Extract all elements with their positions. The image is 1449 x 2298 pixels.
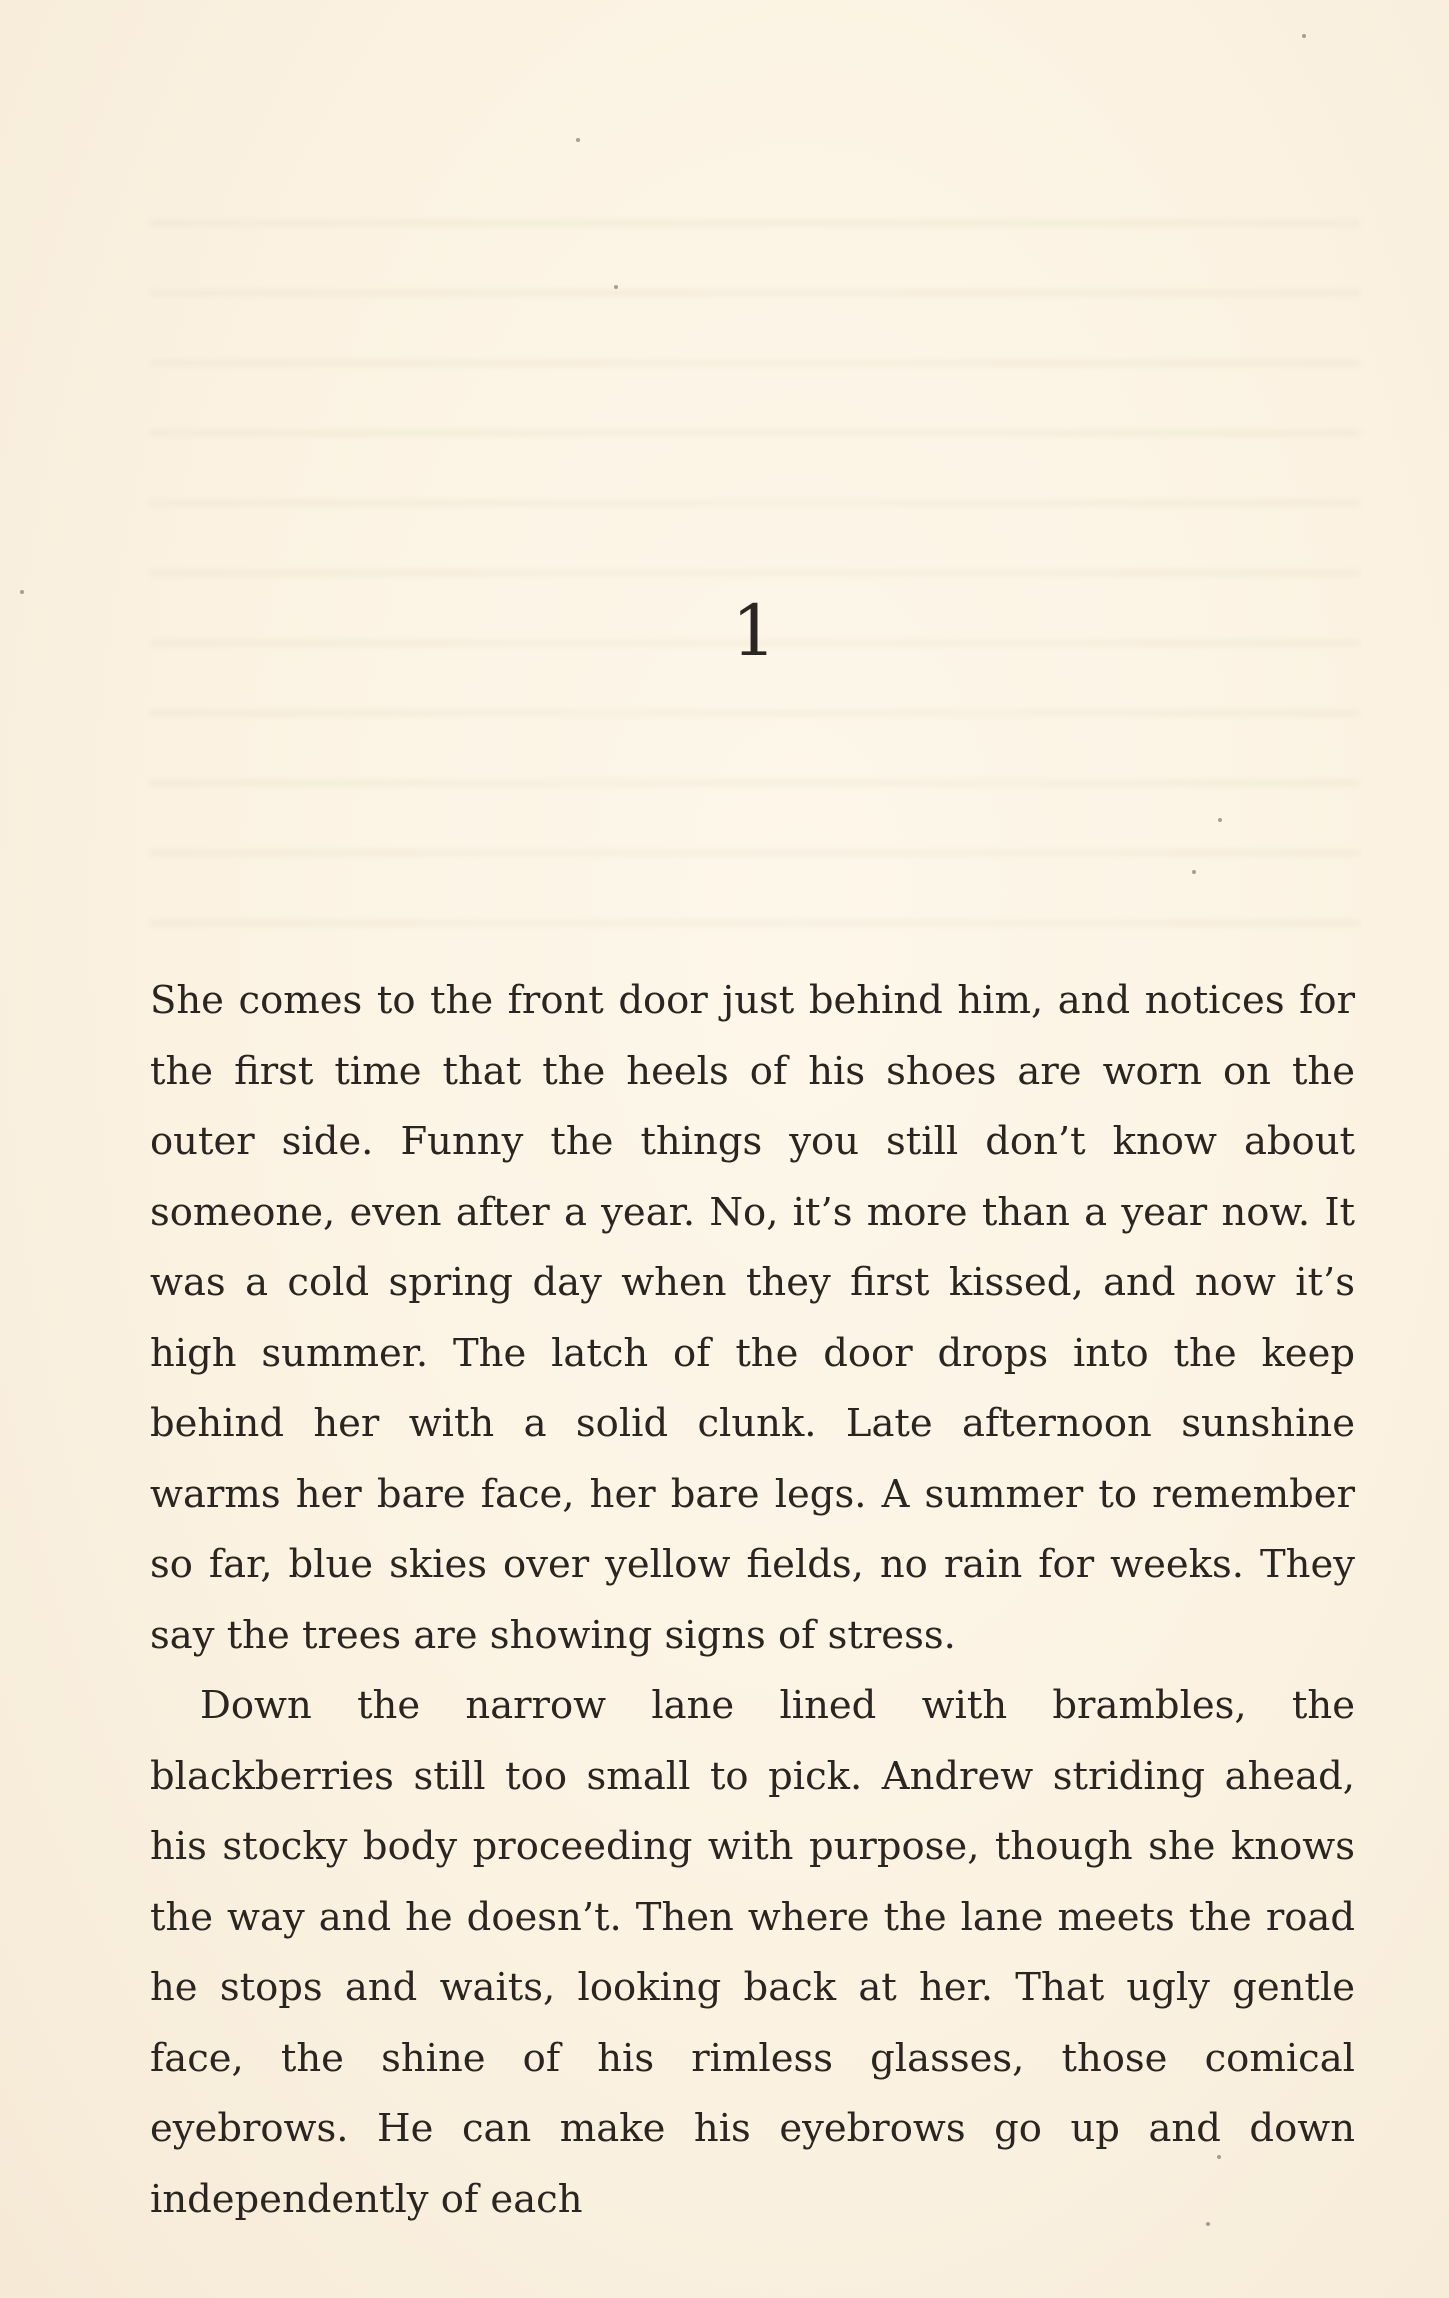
paper-speck [20,590,24,594]
show-through-text [150,180,1360,940]
paper-speck [576,138,580,142]
paragraph-2: Down the narrow lane lined with brambles, the blackberries still too small to pick. Andrew striding ahead, his stocky body proceeding with purpose, though she knows the way and he doesn’t. Then where the lane meets the road he stops and waits, looking back at her. That ugly gentle face, the shine of his rimless glasses, those comical eyebrows. He can make his eyebrows go up and down independently of each [150,1683,1355,2222]
paper-speck [1218,818,1222,822]
paper-speck [1302,34,1306,38]
paper-speck [614,285,618,289]
body-text [150,966,1355,2235]
paper-speck [1192,870,1196,874]
paragraph-1: She comes to the front door just behind him, and notices for the first time that the heels of his shoes are worn on the outer side. Funny the things you still don’t know about someone, even after a year. No, it’s more than a year now. It was a cold spring day when they first kissed, and now it’s high summer. The latch of the door drops into the keep behind her with a solid clunk. Late afternoon sunshine warms her bare face, her bare legs. A summer to remember so far, blue skies over yellow fields, no rain for weeks. They say the trees are showing signs of stress. [150,978,1355,1658]
chapter-number: 1 [731,590,777,672]
